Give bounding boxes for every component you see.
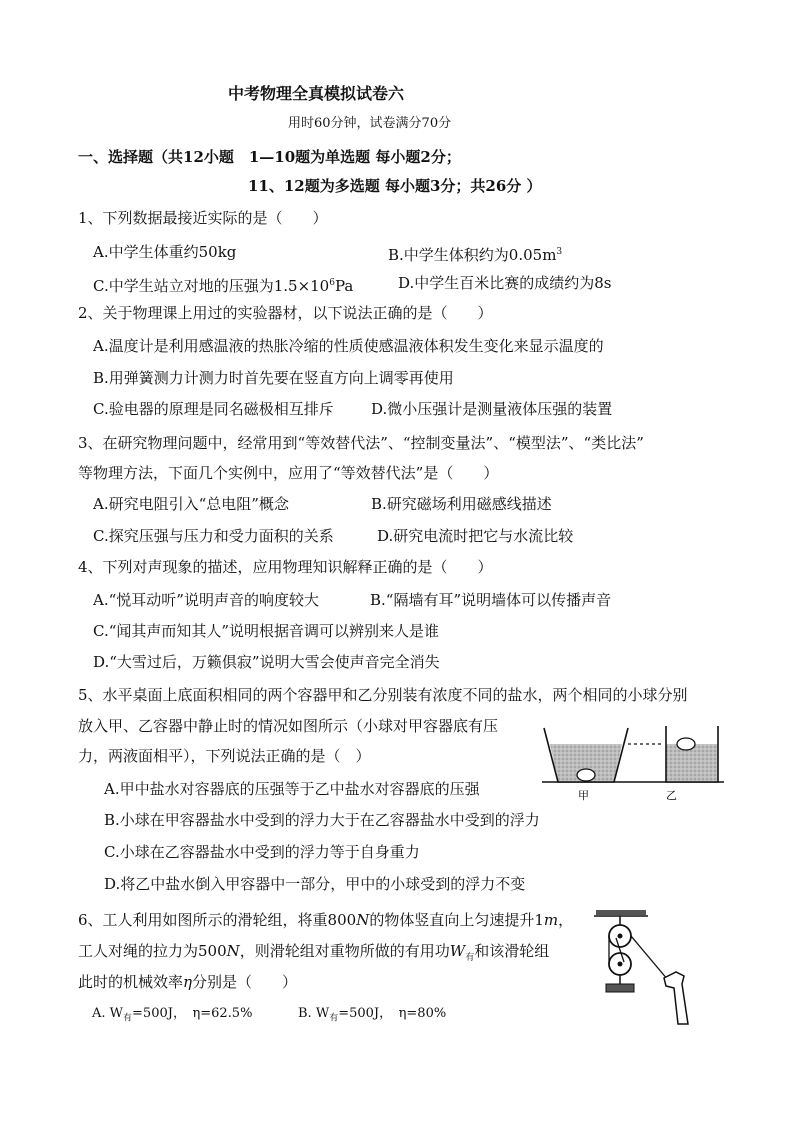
- q2-stem: 2、关于物理课上用过的实验器材，以下说法正确的是（ ）: [78, 304, 493, 322]
- page-title: 中考物理全真模拟试卷六: [228, 84, 405, 103]
- q6-stem-line3: 此时的机械效率η分别是（ ）: [78, 973, 298, 991]
- q4-option-d: D.“大雪过后，万籁俱寂”说明大雪会使声音完全消失: [93, 653, 440, 671]
- q6-option-a: A. $W_有=500J$， η=62.5%: [92, 1006, 253, 1024]
- lower-axle: [618, 962, 623, 967]
- label-b: 乙: [666, 789, 677, 802]
- q5-stem-line1: 5、水平桌面上底面积相同的两个容器甲和乙分别装有浓度不同的盐水，两个相同的小球分别: [78, 686, 688, 704]
- q6-stem-line2: 工人对绳的拉力为500N，则滑轮组对重物所做的有用功$W_有$和该滑轮组: [78, 942, 550, 963]
- q3-option-d: D.研究电流时把它与水流比较: [377, 527, 574, 545]
- ball-b: [677, 738, 695, 750]
- weight: [606, 984, 634, 992]
- q4-option-a: A.“悦耳动听”说明声音的响度较大: [93, 591, 319, 609]
- q1-stem: 1、下列数据最接近实际的是（ ）: [78, 209, 328, 227]
- q1-option-c: C.中学生站立对地的压强为$1.5\times 10^6Pa$: [93, 277, 354, 295]
- q5-stem-line2: 放入甲、乙容器中静止时的情况如图所示（小球对甲容器底有压: [78, 717, 499, 735]
- q2-option-d: D.微小压强计是测量液体压强的装置: [371, 400, 613, 418]
- label-a: 甲: [578, 789, 589, 802]
- q1-option-a: A.中学生体重约50kg: [93, 243, 237, 261]
- section-heading-line1: 一、选择题（共12小题 1—10题为单选题 每小题2分；: [78, 148, 461, 166]
- q2-option-b: B.用弹簧测力计测力时首先要在竖直方向上调零再使用: [93, 369, 454, 387]
- q4-option-b: B.“隔墙有耳”说明墙体可以传播声音: [370, 591, 612, 609]
- rope-to-hand: [631, 936, 668, 980]
- q3-stem-line2: 等物理方法，下面几个实例中，应用了“等效替代法”是（ ）: [78, 464, 499, 482]
- q3-option-a: A.研究电阻引入“总电阻”概念: [93, 495, 289, 513]
- q3-option-b: B.研究磁场利用磁感线描述: [371, 495, 552, 513]
- worker-hand: [664, 972, 688, 1024]
- q5-containers-figure: [538, 722, 728, 802]
- q6-stem-line1: 6、工人利用如图所示的滑轮组，将重800N的物体竖直向上匀速提升1m，: [78, 911, 574, 929]
- q2-option-c: C.验电器的原理是同名磁极相互排斥: [93, 400, 334, 418]
- q6-option-b: B. $W_有=500J$， η=80%: [298, 1006, 447, 1024]
- q3-stem-line1: 3、在研究物理问题中，经常用到“等效替代法”、“控制变量法”、“模型法”、“类比法”: [78, 434, 644, 452]
- q1-option-b: B.中学生体积约为$0.05m^3$: [388, 246, 563, 264]
- q5-option-d: D.将乙中盐水倒入甲容器中一部分，甲中的小球受到的浮力不变: [104, 875, 526, 893]
- section-heading-line2: 11、12题为多选题 每小题3分；共26分 ）: [248, 177, 542, 195]
- upper-axle: [618, 934, 623, 939]
- page-subtitle: 用时60分钟，试卷满分70分: [288, 116, 452, 131]
- q6-pulley-figure: [590, 906, 702, 1030]
- q1-option-d: D.中学生百米比赛的成绩约为8s: [398, 274, 612, 292]
- ceiling: [596, 910, 646, 915]
- q5-stem-line3: 力，两液面相平），下列说法正确的是（ ）: [78, 747, 371, 765]
- q4-option-c: C.“闻其声而知其人”说明根据音调可以辨别来人是谁: [93, 622, 440, 640]
- q4-stem: 4、下列对声现象的描述，应用物理知识解释正确的是（ ）: [78, 558, 493, 576]
- q2-option-a: A.温度计是利用感温液的热胀冷缩的性质使感温液体积发生变化来显示温度的: [93, 337, 604, 355]
- q5-option-b: B.小球在甲容器盐水中受到的浮力大于在乙容器盐水中受到的浮力: [104, 811, 540, 829]
- q5-option-c: C.小球在乙容器盐水中受到的浮力等于自身重力: [104, 843, 420, 861]
- container-b-liquid: [666, 744, 718, 782]
- q5-option-a: A.甲中盐水对容器底的压强等于乙中盐水对容器底的压强: [104, 780, 480, 798]
- q3-option-c: C.探究压强与压力和受力面积的关系: [93, 527, 334, 545]
- ball-a: [577, 769, 595, 781]
